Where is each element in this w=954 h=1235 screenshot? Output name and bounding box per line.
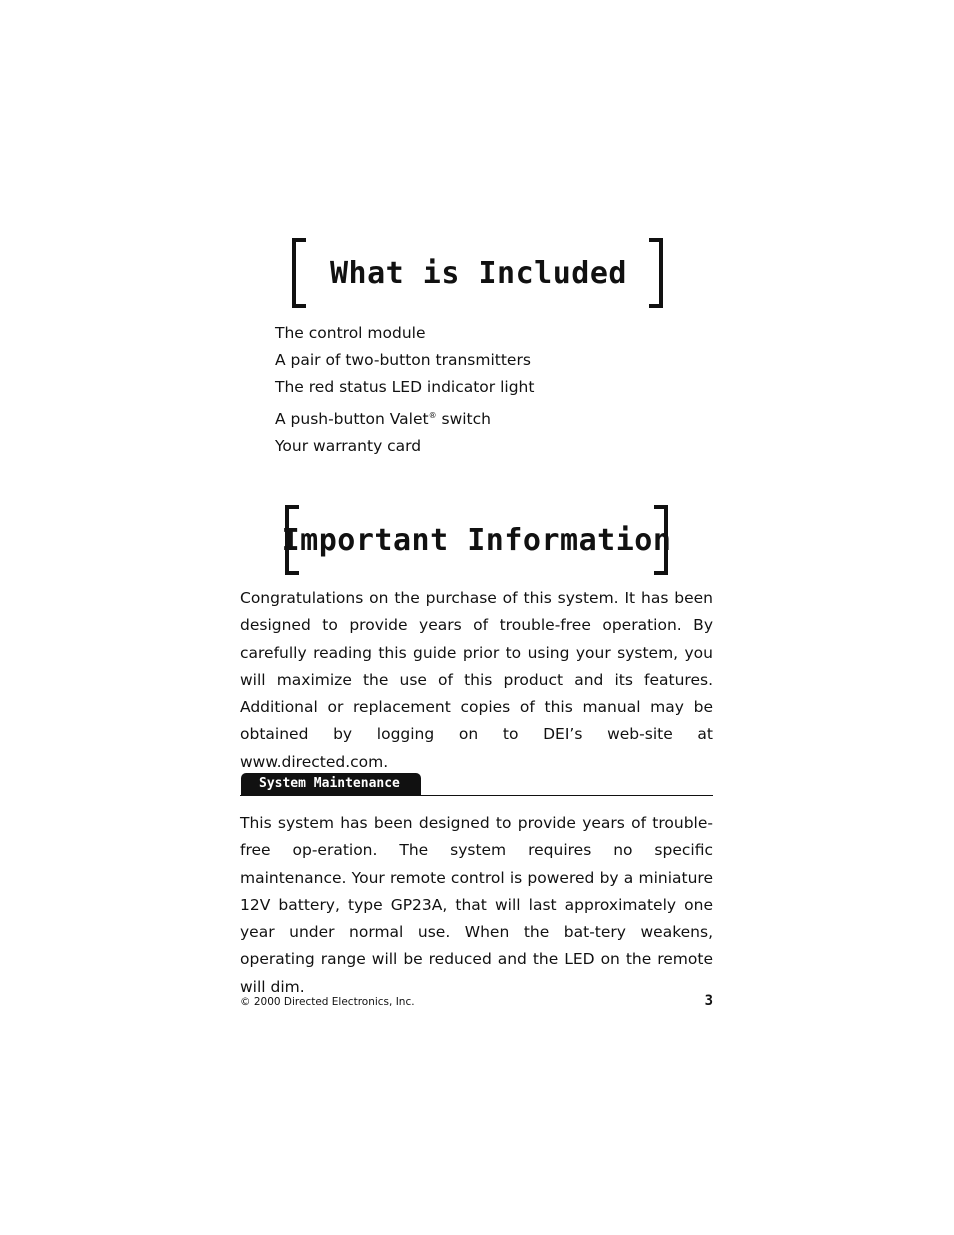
valet-item-text: A push-button Valet xyxy=(275,409,429,428)
included-items-list xyxy=(275,320,534,460)
right-bracket xyxy=(649,238,663,308)
list-item xyxy=(275,402,534,433)
valet-item-suffix: switch xyxy=(436,409,491,428)
registered-mark: ® xyxy=(428,410,437,420)
system-maintenance-header xyxy=(240,773,713,796)
important-information-heading-box xyxy=(281,505,672,575)
right-bracket xyxy=(654,505,668,575)
important-information-paragraph: Congratulations on the purchase of this system. It has been designed to provide years of trouble-free operation. By carefully reading this guide prior to using your system, you will maximize the use of this product and its features. Additional or replacement copies of this manual may be obtained by logging on to DEI’s web-site at www.directed.com. xyxy=(240,589,713,771)
system-maintenance-paragraph: This system has been designed to provide years of trouble-free op-eration. The system requires no specific maintenance. Your remote control is powered by a miniature 12V battery, type GP23A, that will last approximately one year under normal use. When the bat-tery weakens, operating range will be reduced and the LED on the remote will dim. xyxy=(240,814,713,996)
list-item: Your warranty card xyxy=(275,436,422,455)
what-is-included-heading: What is Included xyxy=(330,255,627,291)
important-information-heading: Important Information xyxy=(281,522,672,558)
list-item: A pair of two-button transmitters xyxy=(275,351,531,370)
system-maintenance-tab: System Maintenance xyxy=(241,773,421,795)
what-is-included-heading-box xyxy=(292,238,663,308)
page-number: 3 xyxy=(704,993,713,1009)
list-item: The control module xyxy=(275,324,426,342)
list-item: The red status LED indicator light xyxy=(275,378,535,397)
copyright-notice: © 2000 Directed Electronics, Inc. xyxy=(240,996,415,1008)
